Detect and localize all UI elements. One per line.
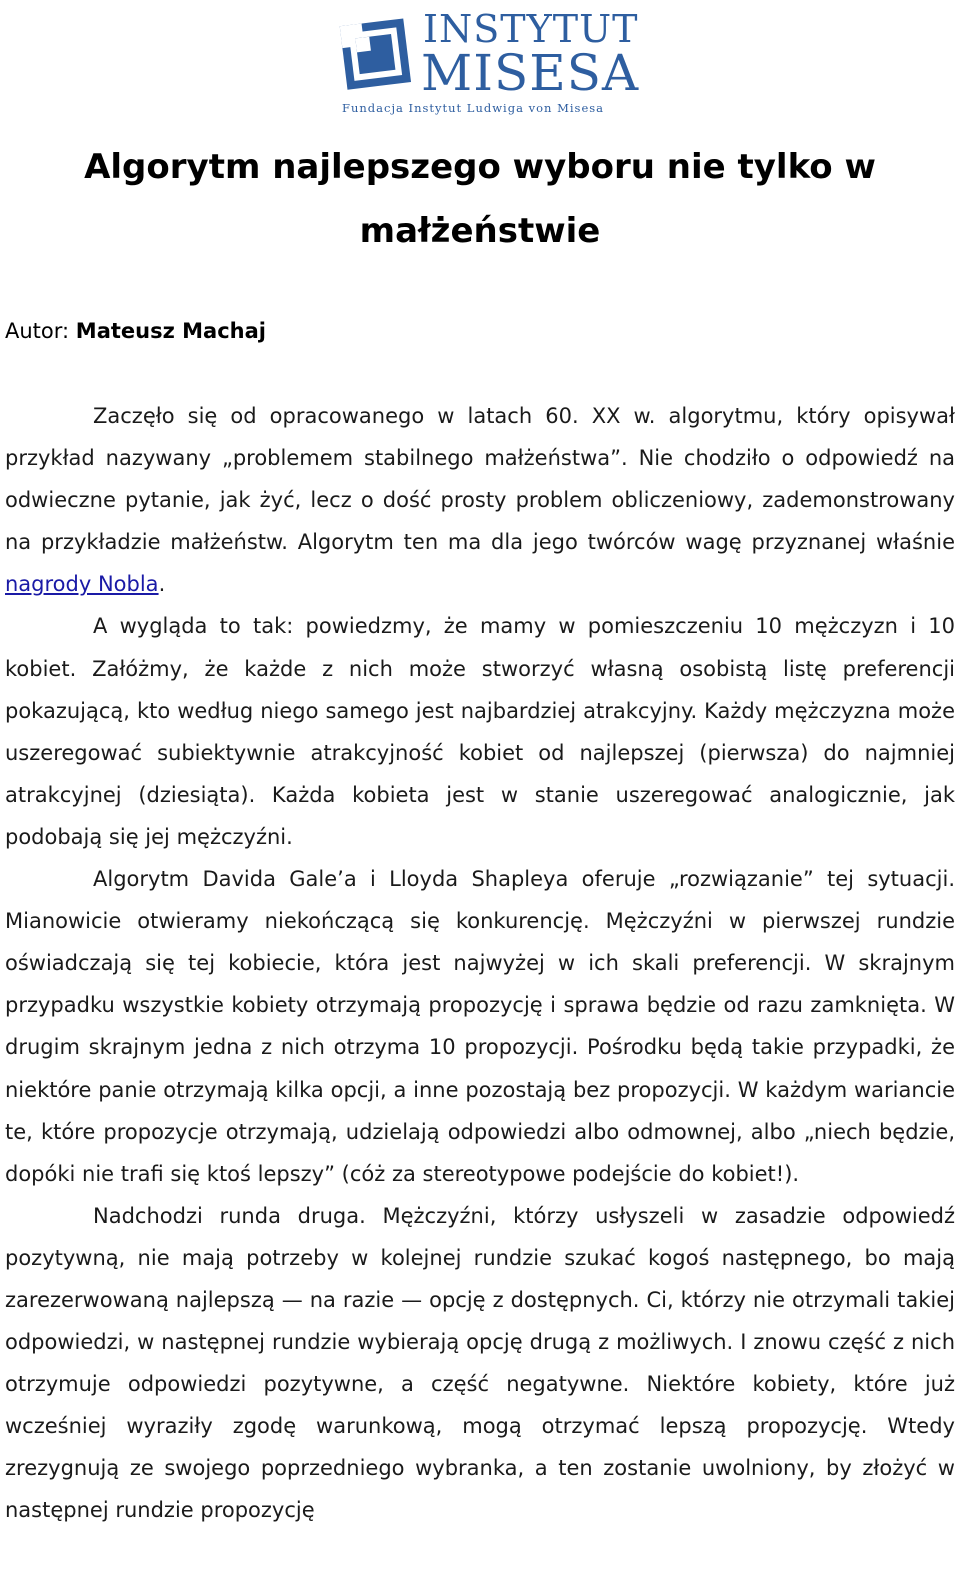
nobel-prize-link[interactable]: nagrody Nobla bbox=[5, 572, 159, 597]
logo-mark-icon bbox=[333, 8, 419, 94]
paragraph-4: Nadchodzi runda druga. Mężczyźni, którzy usłyszeli w zasadzie odpowiedź pozytywną, nie mają potrzeby w kolejnej rundzie szukać kogoś następnego, bo mają zarezerwowaną najlepszą — na razie — opcję z dostępnych. Ci, którzy nie otrzymali takiej odpowiedzi, w następnej rundzie wybierają opcję drugą z możliwych. I znowu część z nich otrzymuje odpowiedzi pozytywne, a część negatywne. Niektóre kobiety, które już wcześniej wyraziły zgodę warunkową, mogą otrzymać lepszą propozycję. Wtedy zrezygnują ze swojego poprzedniego wybranka, a ten zostanie uwolniony, by złożyć w następnej rundzie propozycję bbox=[5, 1203, 955, 1523]
author-name: Mateusz Machaj bbox=[75, 319, 266, 343]
paragraph-1-end: . bbox=[158, 572, 166, 597]
article-title: Algorytm najlepszego wyboru nie tylko w małżeństwie bbox=[84, 147, 876, 251]
logo-subtitle: Fundacja Instytut Ludwiga von Misesa bbox=[342, 101, 605, 115]
instytut-misesa-logo bbox=[333, 7, 640, 118]
paragraph-1 bbox=[5, 395, 955, 605]
author-line bbox=[5, 316, 266, 346]
author-label: Autor: bbox=[5, 319, 70, 343]
logo-line1: INSTYTUT bbox=[423, 7, 639, 51]
paragraph-2: A wygląda to tak: powiedzmy, że mamy w pomieszczeniu 10 mężczyzn i 10 kobiet. Załóżmy, że każde z nich może stworzyć własną osobistą listę preferencji pokazującą, kto według niego samego jest najbardziej atrakcyjny. Każdy mężczyzna może uszeregować subiektywnie atrakcyjność kobiet od najlepszej (pierwsza) do najmniej atrakcyjnej (dziesiąta). Każda kobieta jest w stanie uszeregować analogicznie, jak podobają się jej mężczyźni. bbox=[5, 614, 955, 849]
paragraph-3: Algorytm Davida Gale’a i Lloyda Shapleya oferuje „rozwiązanie” tej sytuacji. Mianowicie otwieramy niekończącą się konkurencję. Mężczyźni w pierwszej rundzie oświadczają się tej kobiecie, która jest najwyżej w ich skali preferencji. W skrajnym przypadku wszystkie kobiety otrzymają propozycję i sprawa będzie od razu zamknięta. W drugim skrajnym jedna z nich otrzyma 10 propozycji. Pośrodku będą takie przypadki, że niektóre panie otrzymają kilka opcji, a inne pozostają bez propozycji. W każdym wariancie te, które propozycje otrzymają, udzielają odpowiedzi albo odmownej, albo „niech będzie, dopóki nie trafi się ktoś lepszy” (cóż za stereotypowe podejście do kobiet!). bbox=[5, 867, 955, 1186]
paragraph-1-text: Zaczęło się od opracowanego w latach 60. XX w. algorytmu, który opisywał przykład nazywany „problemem stabilnego małżeństwa”. Nie chodziło o odpowiedź na odwieczne pytanie, jak żyć, lecz o dość prosty problem obliczeniowy, zademonstrowany na przykładzie małżeństw. Algorytm ten ma dla jego twórców wagę przyznanej właśnie bbox=[5, 404, 955, 555]
logo-line2: MISESA bbox=[421, 44, 640, 102]
article-body bbox=[5, 395, 955, 1532]
